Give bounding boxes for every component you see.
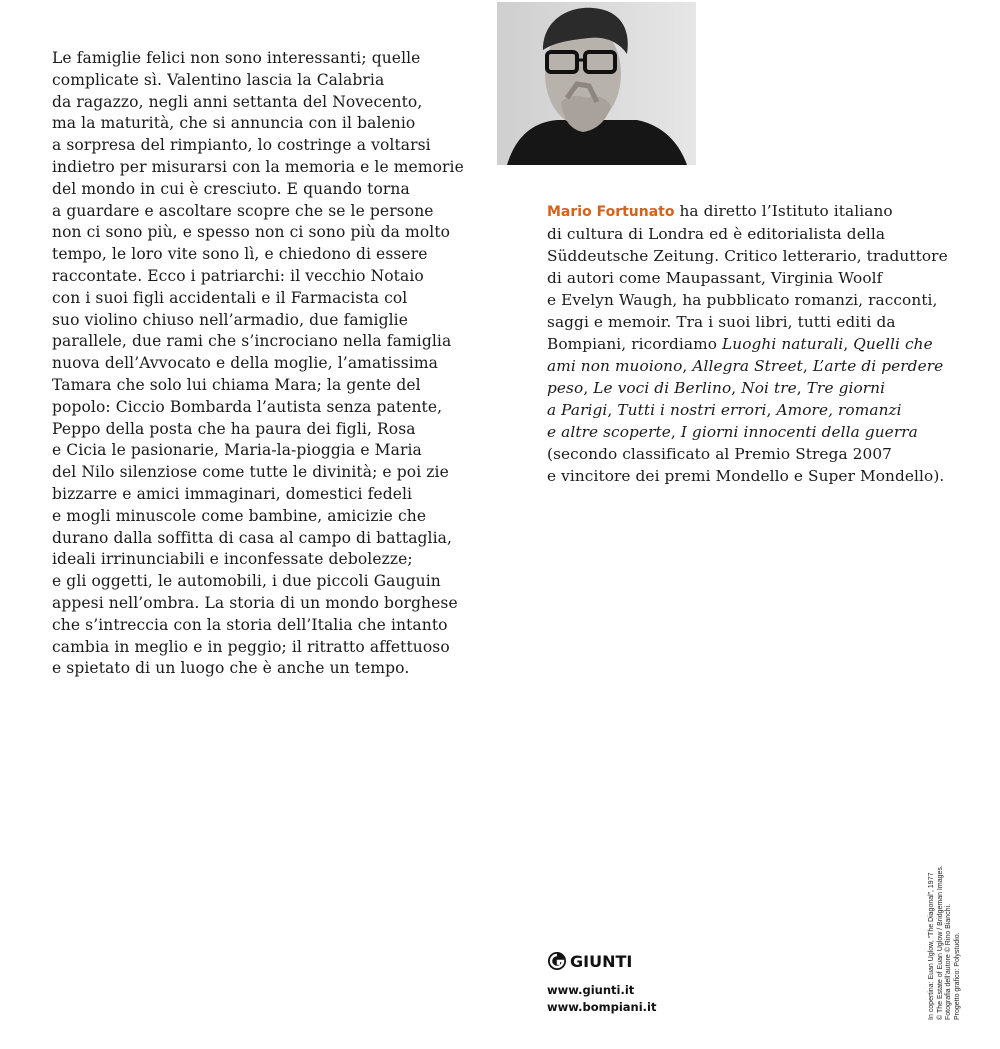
bio-text: , bbox=[583, 379, 594, 397]
bio-line: di cultura di Londra ed è editorialista della bbox=[547, 225, 886, 243]
book-title: a Parigi bbox=[547, 401, 608, 419]
bio-line: e Evelyn Waugh, ha pubblicato romanzi, racconti, bbox=[547, 291, 938, 309]
blurb-line: Le famiglie felici non sono interessanti; quelle bbox=[52, 49, 421, 67]
blurb-line: e Cicia le pasionarie, Maria-la-pioggia e Maria bbox=[52, 441, 422, 460]
credit-line: © The Estate of Euan Uglow / Bridgeman Images. bbox=[936, 865, 944, 1020]
book-title: peso bbox=[547, 379, 584, 397]
bio-line bbox=[547, 355, 957, 377]
credit-line: In copertina: Euan Uglow, “The Diagonal”, 1977 bbox=[928, 872, 935, 1020]
blurb-line: del Nilo silenziose come tutte le divinità; e poi zie bbox=[52, 463, 449, 482]
bio-line: di autori come Maupassant, Virginia Woolf bbox=[547, 269, 883, 287]
blurb-line: e gli oggetti, le automobili, i due piccoli Gauguin bbox=[52, 572, 441, 591]
blurb-line: e mogli minuscole come bambine, amicizie che bbox=[52, 506, 427, 525]
book-title: Allegra Street bbox=[692, 357, 803, 375]
bio-line: saggi e memoir. Tra i suoi libri, tutti editi da bbox=[547, 313, 896, 331]
blurb-line: a sorpresa del rimpianto, lo costringe a voltarsi bbox=[52, 136, 431, 155]
author-photo bbox=[497, 2, 696, 165]
bio-text: , bbox=[796, 379, 807, 397]
bio-line: (secondo classificato al Premio Strega 2007 bbox=[547, 445, 892, 463]
blurb-line: ma la maturità, che si annuncia con il balenio bbox=[52, 114, 416, 133]
bio-line bbox=[547, 399, 957, 421]
back-cover-blurb bbox=[52, 48, 467, 680]
blurb-line: a guardare e ascoltare scopre che se le persone bbox=[52, 201, 434, 220]
book-title: Quelli che bbox=[853, 335, 933, 353]
bio-text: , bbox=[766, 401, 777, 419]
bio-line bbox=[547, 333, 957, 355]
bio-line bbox=[547, 421, 957, 443]
book-title: Tre giorni bbox=[806, 379, 886, 397]
bio-text: , bbox=[802, 357, 813, 375]
giunti-logo-icon bbox=[547, 951, 567, 971]
blurb-line: ideali irrinunciabili e inconfessate debolezze; bbox=[52, 550, 413, 569]
bio-text: , bbox=[607, 401, 618, 419]
publisher-links bbox=[547, 982, 657, 1016]
author-portrait-icon bbox=[497, 2, 696, 165]
blurb-line: da ragazzo, negli anni settanta del Novecento, bbox=[52, 92, 423, 111]
blurb-line: appesi nell’ombra. La storia di un mondo borghese bbox=[52, 593, 458, 612]
blurb-line: e spietato di un luogo che è anche un tempo. bbox=[52, 659, 410, 678]
blurb-line: parallele, due rami che s’incrociano nella famiglia bbox=[52, 332, 452, 351]
blurb-line: bizzarre e amici immaginari, domestici fedeli bbox=[52, 484, 413, 503]
bio-text: , bbox=[670, 423, 681, 441]
book-title: ami non muoiono bbox=[547, 357, 683, 375]
blurb-line: cambia in meglio e in peggio; il ritratto affettuoso bbox=[52, 637, 450, 656]
blurb-line: indietro per misurarsi con la memoria e le memorie bbox=[52, 157, 464, 176]
blurb-line: Peppo della posta che ha paura dei figli, Rosa bbox=[52, 419, 416, 438]
bio-text: , bbox=[843, 335, 854, 353]
blurb-line: raccontate. Ecco i patriarchi: il vecchio Notaio bbox=[52, 266, 424, 285]
blurb-line: suo violino chiuso nell’armadio, due famiglie bbox=[52, 310, 409, 329]
bio-text: ha diretto l’Istituto italiano bbox=[674, 202, 893, 220]
bio-text: , bbox=[682, 357, 693, 375]
bio-line: e vincitore dei premi Mondello e Super Mondello). bbox=[547, 467, 945, 485]
bio-line: Süddeutsche Zeitung. Critico letterario, traduttore bbox=[547, 247, 948, 265]
book-title: L’arte di perdere bbox=[812, 357, 944, 375]
book-title: Amore, romanzi bbox=[776, 401, 902, 419]
blurb-line: Tamara che solo lui chiama Mara; la gente del bbox=[52, 375, 421, 394]
book-title: e altre scoperte bbox=[547, 423, 671, 441]
bio-line bbox=[547, 377, 957, 399]
website-link[interactable]: www.bompiani.it bbox=[547, 1000, 657, 1014]
blurb-line: tempo, le loro vite sono lì, e chiedono di essere bbox=[52, 245, 428, 264]
blurb-line: con i suoi figli accidentali e il Farmacista col bbox=[52, 288, 408, 307]
blurb-line: del mondo in cui è cresciuto. E quando torna bbox=[52, 179, 410, 198]
publisher-logo bbox=[547, 950, 632, 972]
blurb-line: non ci sono più, e spesso non ci sono più da molto bbox=[52, 223, 451, 242]
bio-text: , bbox=[731, 379, 742, 397]
publisher-name: GIUNTI bbox=[570, 951, 633, 971]
book-title: I giorni innocenti della guerra bbox=[680, 423, 918, 441]
credit-line: Progetto grafico: Polystudio. bbox=[953, 932, 961, 1020]
book-title: Noi tre bbox=[741, 379, 797, 397]
bio-line bbox=[547, 200, 957, 223]
cover-credits bbox=[928, 865, 962, 1020]
website-link[interactable]: www.giunti.it bbox=[547, 983, 635, 997]
author-name: Mario Fortunato bbox=[547, 204, 675, 220]
blurb-line: che s’intreccia con la storia dell’Italia che intanto bbox=[52, 615, 448, 634]
book-title: Tutti i nostri errori bbox=[617, 401, 767, 419]
book-title: Luoghi naturali bbox=[722, 335, 844, 353]
blurb-line: popolo: Ciccio Bombarda l’autista senza patente, bbox=[52, 397, 443, 416]
blurb-line: nuova dell’Avvocato e della moglie, l’amatissima bbox=[52, 354, 439, 373]
blurb-line: durano dalla soffitta di casa al campo di battaglia, bbox=[52, 528, 453, 547]
author-bio bbox=[547, 200, 957, 487]
book-title: Le voci di Berlino bbox=[593, 379, 732, 397]
blurb-line: complicate sì. Valentino lascia la Calabria bbox=[52, 70, 385, 89]
bio-text: Bompiani, ricordiamo bbox=[547, 335, 723, 353]
credit-line: Fotografia dell’autore © Rino Bianchi. bbox=[945, 903, 952, 1020]
